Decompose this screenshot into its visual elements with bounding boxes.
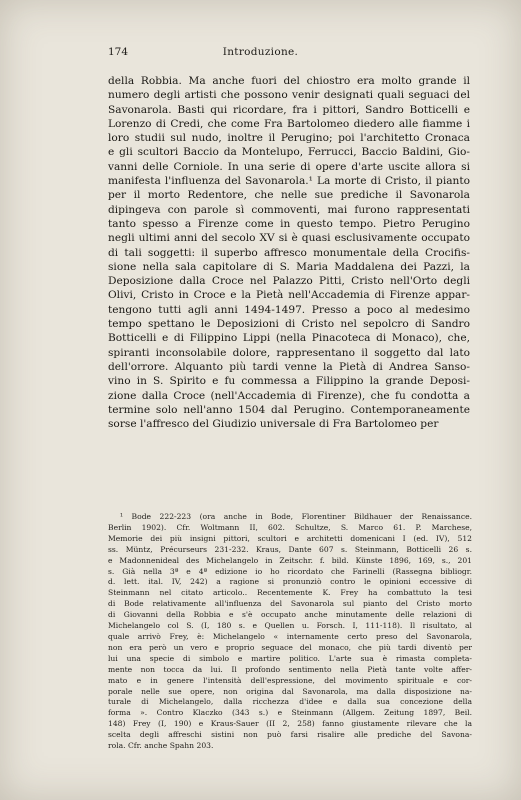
footnote-line: d. lett. ital. IV, 242) a ragione si pronunziò contro le opinioni eccessive di — [108, 577, 472, 587]
footnote-line: scelta degli affreschi sistini non può farsi risalire alle prediche del Savona- — [108, 730, 472, 740]
footnote-line: di Bode relativamente all'influenza del Savonarola sul pianto del Cristo morto — [108, 599, 472, 609]
body-line: Botticelli e di Filippino Lippi (nella Pinacoteca di Monaco), che, — [108, 332, 470, 345]
footnote-line: forma ». Contro Klaczko (343 s.) e Steinmann (Allgem. Zeitung 1897, Beil. — [108, 708, 472, 718]
body-line: vino in S. Spirito e fu commessa a Filippino la grande Deposi- — [108, 375, 470, 388]
footnote-line: ¹ Bode 222-223 (ora anche in Bode, Florentiner Bildhauer der Renaissance. — [120, 512, 472, 521]
body-line: loro studii sul nudo, inoltre il Perugino; poi l'architetto Cronaca — [108, 132, 470, 145]
body-line: tempo spettano le Deposizioni di Cristo nel sepolcro di Sandro — [108, 318, 470, 331]
body-line: manifesta l'influenza del Savonarola.¹ La morte di Cristo, il pianto — [108, 175, 470, 188]
footnote-line: Steinmann nel citato articolo.. Recentemente K. Frey ha combattuto la tesi — [108, 588, 472, 598]
footnote-line: di Giovanni della Robbia e s'è occupato anche minutamente delle relazioni di — [108, 610, 472, 620]
footnote-line: porale nelle sue opere, non origina dal Savonarola, ma dalla disposizione na- — [108, 686, 472, 696]
footnote-line: mato e in genere l'intensità dell'espressione, del movimento spirituale e cor- — [108, 675, 472, 685]
body-line: sione nella sala capitolare di S. Maria Maddalena dei Pazzi, la — [108, 260, 470, 273]
running-head: Introduzione. — [222, 46, 299, 58]
footnote-line: s. Già nella 3ª e 4ª edizione io ho ricordato che Farinelli (Rassegna bibliogr. — [108, 566, 472, 576]
footnote-line: turale di Michelangelo, dalla ricchezza d'idee e dalla sua concezione della — [108, 697, 472, 707]
footnote-line: e Madonnenideal des Michelangelo in Zeitschr. f. bild. Künste 1896, 169, s., 201 — [108, 555, 472, 565]
page-header — [0, 46, 521, 62]
body-line: vanni delle Corniole. In una serie di opere d'arte uscite allora si — [108, 160, 470, 173]
footnote-line: rola. Cfr. anche Spahn 203. — [108, 741, 214, 751]
body-line: Olivi, Cristo in Croce e la Pietà nell'Accademia di Firenze appar- — [108, 289, 470, 302]
body-line: della Robbia. Ma anche fuori del chiostro era molto grande il — [108, 75, 470, 87]
footnote-line: Memorie dei più insigni pittori, scultori e architetti domenicani I (ed. IV), 512 — [108, 533, 472, 543]
footnotes — [108, 512, 472, 752]
body-line: sorse l'affresco del Giudizio universale di Fra Bartolomeo per — [108, 418, 439, 431]
body-line: di tali soggetti: il superbo affresco monumentale della Crocifis- — [108, 246, 470, 259]
body-line: negli ultimi anni del secolo XV si è quasi esclusivamente occupato — [108, 232, 470, 245]
body-line: zione dalla Croce (nell'Accademia di Firenze), che fu condotta a — [108, 389, 470, 402]
footnote-line: mente non tocca da lui. Il profondo sentimento nella Pietà tante volte affer- — [108, 664, 472, 674]
body-line: Deposizione dalla Croce nel Palazzo Pitti, Cristo nell'Orto degli — [108, 275, 470, 288]
body-line: spiranti inconsolabile dolore, rappresentano il soggetto dal lato — [108, 346, 470, 359]
page-number: 174 — [108, 46, 129, 58]
body-line: e gli scultori Baccio da Montelupo, Ferrucci, Baccio Baldini, Gio- — [108, 146, 470, 159]
body-line: per il morto Redentore, che nelle sue prediche il Savonarola — [108, 189, 470, 202]
body-line: Lorenzo di Credi, che come Fra Bartolomeo diedero alle fiamme i — [108, 117, 470, 130]
footnote-line: Berlin 1902). Cfr. Woltmann II, 602. Schultze, S. Marco 61. P. Marchese, — [108, 522, 472, 532]
body-line: termine solo nell'anno 1504 dal Perugino. Contemporaneamente — [108, 403, 470, 416]
footnote-line: non era però un vero e proprio seguace del monaco, che più tardi diventò per — [108, 642, 472, 652]
footnote-line: 148) Frey (I, 190) e Kraus-Sauer (II 2, 258) fanno giustamente rilevare che la — [108, 719, 472, 729]
footnote-line: Michelangelo col S. (I, 180 s. e Quellen u. Forsch. I, 111-118). Il risultato, al — [108, 621, 472, 631]
body-line: tanto spesso a Firenze come in questo tempo. Pietro Perugino — [108, 217, 470, 230]
body-text — [108, 74, 470, 431]
body-line: dipingeva con parole sì commoventi, mai furono rappresentati — [108, 203, 470, 216]
body-line: tengono tutti agli anni 1494-1497. Presso a poco al medesimo — [108, 303, 470, 316]
body-line: numero degli artisti che possono venir designati quali seguaci del — [108, 89, 470, 102]
footnote-line: quale arrivò Frey, è: Michelangelo « internamente certo preso del Savonarola, — [108, 631, 472, 641]
footnote-line: lui una specie di simbolo e martire politico. L'arte sua è rimasta completa- — [108, 653, 472, 663]
body-line: Savonarola. Basti qui ricordare, fra i pittori, Sandro Botticelli e — [108, 103, 470, 116]
footnote-line: ss. Müntz, Précurseurs 231-232. Kraus, Dante 607 s. Steinmann, Botticelli 26 s. — [108, 544, 472, 554]
body-line: dell'orrore. Alquanto più tardi venne la Pietà di Andrea Sanso- — [108, 360, 470, 373]
